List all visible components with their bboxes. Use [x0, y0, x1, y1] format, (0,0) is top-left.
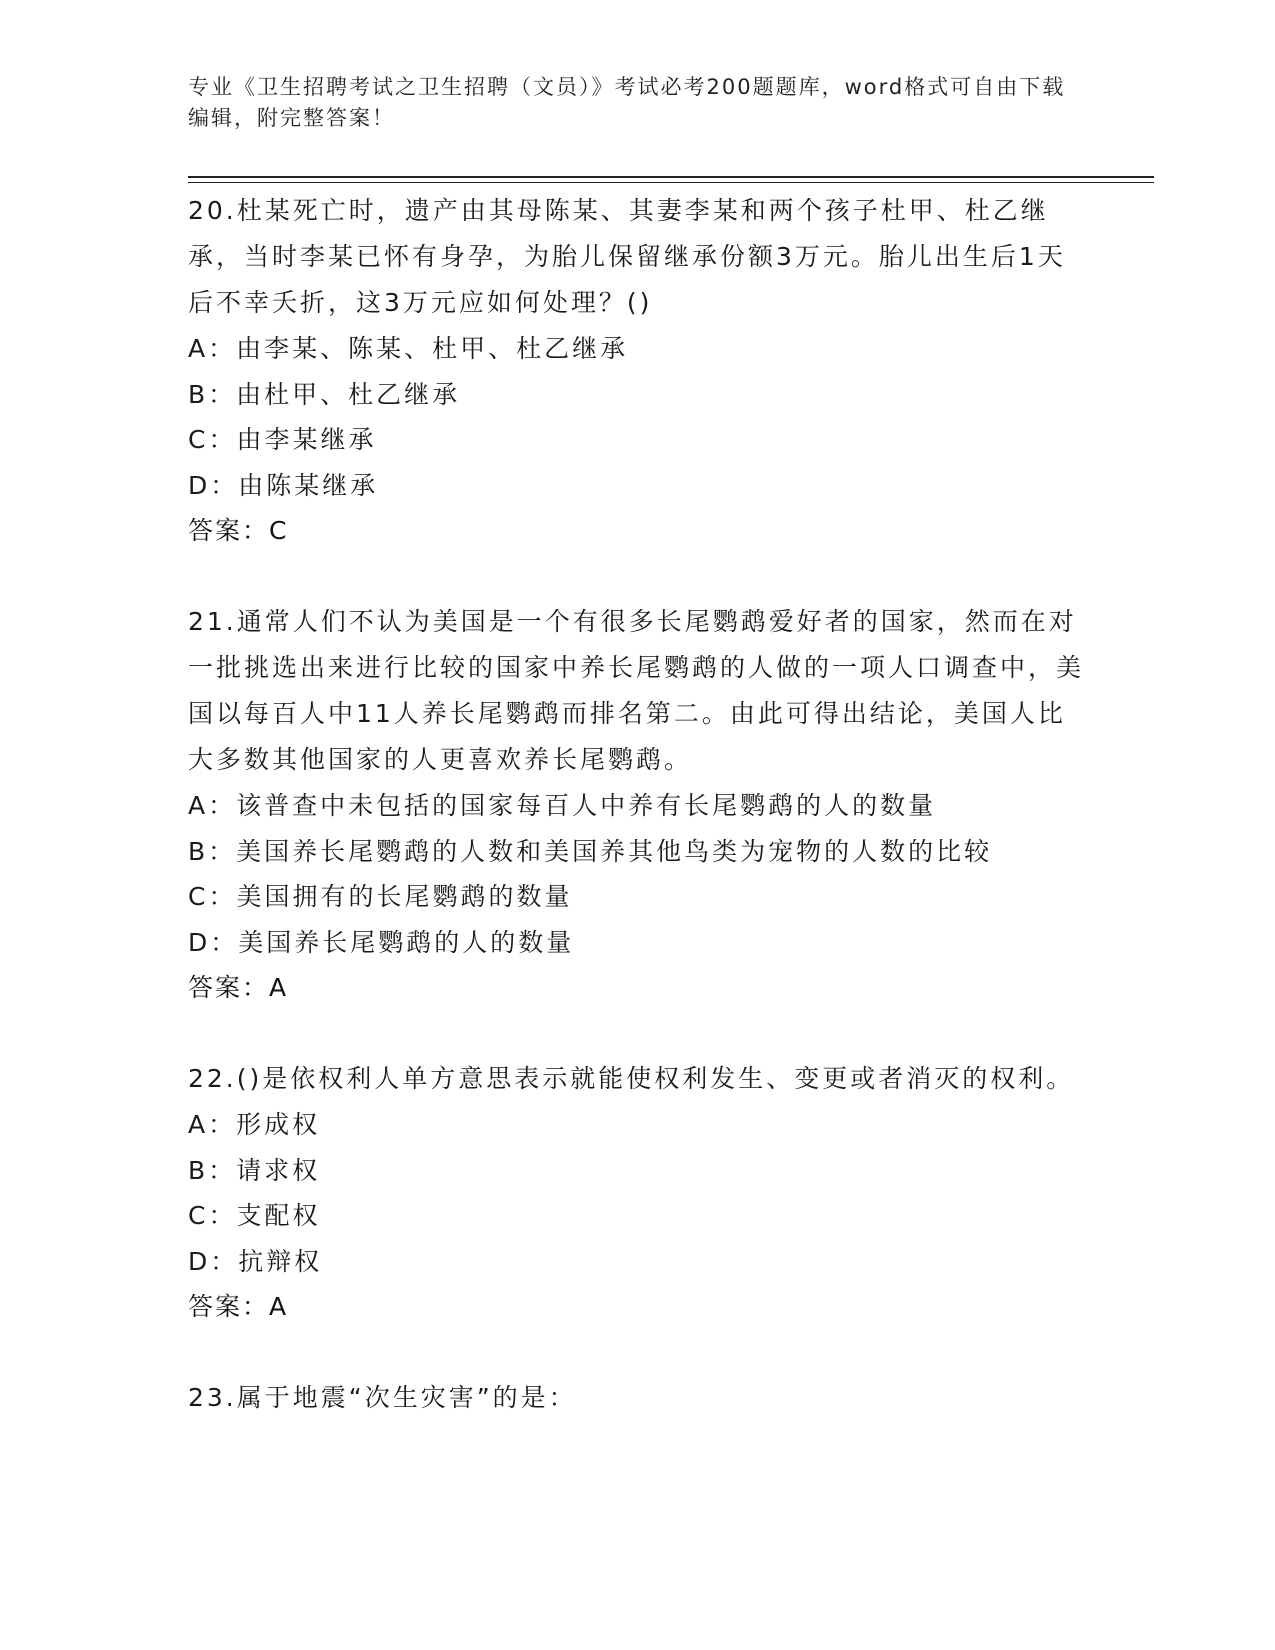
question-spacer — [188, 554, 1088, 599]
answer-label: 答案：A — [188, 1292, 289, 1321]
option-b: B：由杜甲、杜乙继承 — [188, 379, 461, 409]
header-rule-thick — [188, 176, 1154, 178]
option-a: A：由李某、陈某、杜甲、杜乙继承 — [188, 334, 629, 363]
option-d: D：抗辩权 — [188, 1246, 323, 1276]
option-b: B：美国养长尾鹦鹉的人数和美国养其他鸟类为宠物的人数的比较 — [188, 836, 993, 866]
answer-label: 答案：A — [188, 973, 289, 1002]
option-c: C：美国拥有的长尾鹦鹉的数量 — [188, 882, 573, 911]
question-23 — [188, 1375, 1088, 1421]
option-b: B：请求权 — [188, 1155, 321, 1185]
header-rule-thin — [188, 182, 1154, 183]
option-a: A：该普查中未包括的国家每百人中养有长尾鹦鹉的人的数量 — [188, 791, 937, 820]
question-stem: 23.属于地震“次生灾害”的是： — [188, 1383, 577, 1412]
option-d: D：美国养长尾鹦鹉的人的数量 — [188, 927, 575, 957]
question-stem: 20.杜某死亡时，遗产由其母陈某、其妻李某和两个孩子杜甲、杜乙继承，当时李某已怀有身孕，为胎儿保留继承份额3万元。胎儿出生后1天后不幸夭折，这3万元应如何处理？() — [188, 196, 1066, 317]
page-header: 专业《卫生招聘考试之卫生招聘（文员）》考试必考200题题库，word格式可自由下载编辑，附完整答案！ — [188, 75, 1066, 130]
question-spacer — [188, 1330, 1088, 1375]
question-stem: 22.()是依权利人单方意思表示就能使权利发生、变更或者消灭的权利。 — [188, 1064, 1075, 1093]
option-a: A：形成权 — [188, 1110, 321, 1139]
question-list — [188, 188, 1088, 1421]
option-d: D：由陈某继承 — [188, 470, 379, 500]
question-21 — [188, 599, 1088, 1011]
question-stem: 21.通常人们不认为美国是一个有很多长尾鹦鹉爱好者的国家，然而在对一批挑选出来进行比较的国家中养长尾鹦鹉的人做的一项人口调查中，美国以每百人中11人养长尾鹦鹉而排名第二。由此可得出结论，美国人比大多数其他国家的人更喜欢养长尾鹦鹉。 — [188, 607, 1085, 774]
question-22 — [188, 1056, 1088, 1330]
option-c: C：支配权 — [188, 1201, 321, 1230]
answer-label: 答案：C — [188, 516, 289, 545]
question-spacer — [188, 1011, 1088, 1056]
option-c: C：由李某继承 — [188, 425, 377, 454]
question-20 — [188, 188, 1088, 554]
